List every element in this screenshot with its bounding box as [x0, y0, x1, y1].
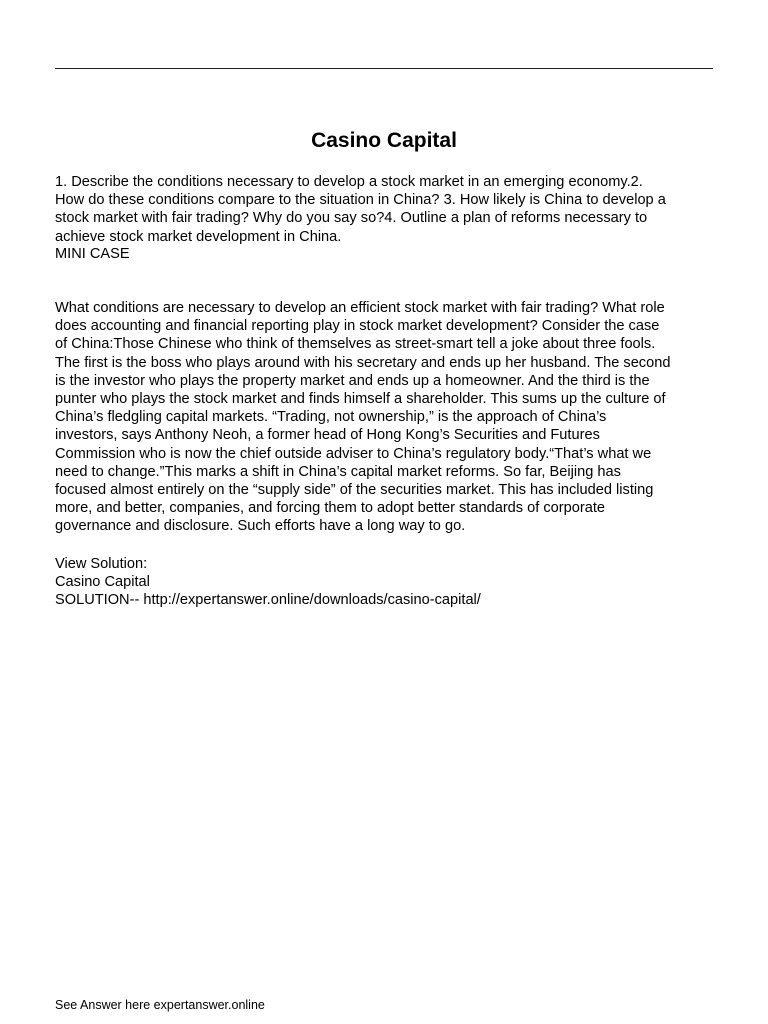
top-divider	[55, 68, 713, 69]
solution-title: Casino Capital	[55, 574, 150, 590]
page-title: Casino Capital	[311, 129, 457, 152]
case-paragraph: What conditions are necessary to develop an efficient stock market with fair trading? What role does accounting and financial reporting play in stock market development? Consider the case of China:Those Chinese who think of themselves as street-smart tell a joke about three fools. The first is the boss who plays around with his secretary and ends up her husband. The second is the investor who plays the property market and ends up a homeowner. And the third is the punter who plays the stock market and finds himself a shareholder. This sums up the culture of China’s fledgling capital markets. “Trading, not ownership,” is the approach of China’s investors, says Anthony Neoh, a former head of Hong Kong’s Securities and Futures Commission who is now the chief outside adviser to China’s regulatory body.“That’s what we need to change.”This marks a shift in China’s capital market reforms. So far, Beijing has focused almost entirely on the “supply side” of the securities market. This has included listing more, and better, companies, and forcing them to adopt better standards of corporate governance and disclosure. Such efforts have a long way to go.	[55, 300, 671, 535]
footer-text: See Answer here expertanswer.online	[55, 998, 265, 1012]
questions-paragraph: 1. Describe the conditions necessary to develop a stock market in an emerging economy.2. How do these conditions compare to the situation in China? 3. How likely is China to develop a stock market with fair trading? Why do you say so?4. Outline a plan of reforms necessary to achieve stock market development in China.	[55, 174, 666, 245]
mini-case-label: MINI CASE	[55, 246, 130, 262]
view-solution-label: View Solution:	[55, 556, 148, 572]
solution-link[interactable]: SOLUTION-- http://expertanswer.online/downloads/casino-capital/	[55, 592, 481, 608]
